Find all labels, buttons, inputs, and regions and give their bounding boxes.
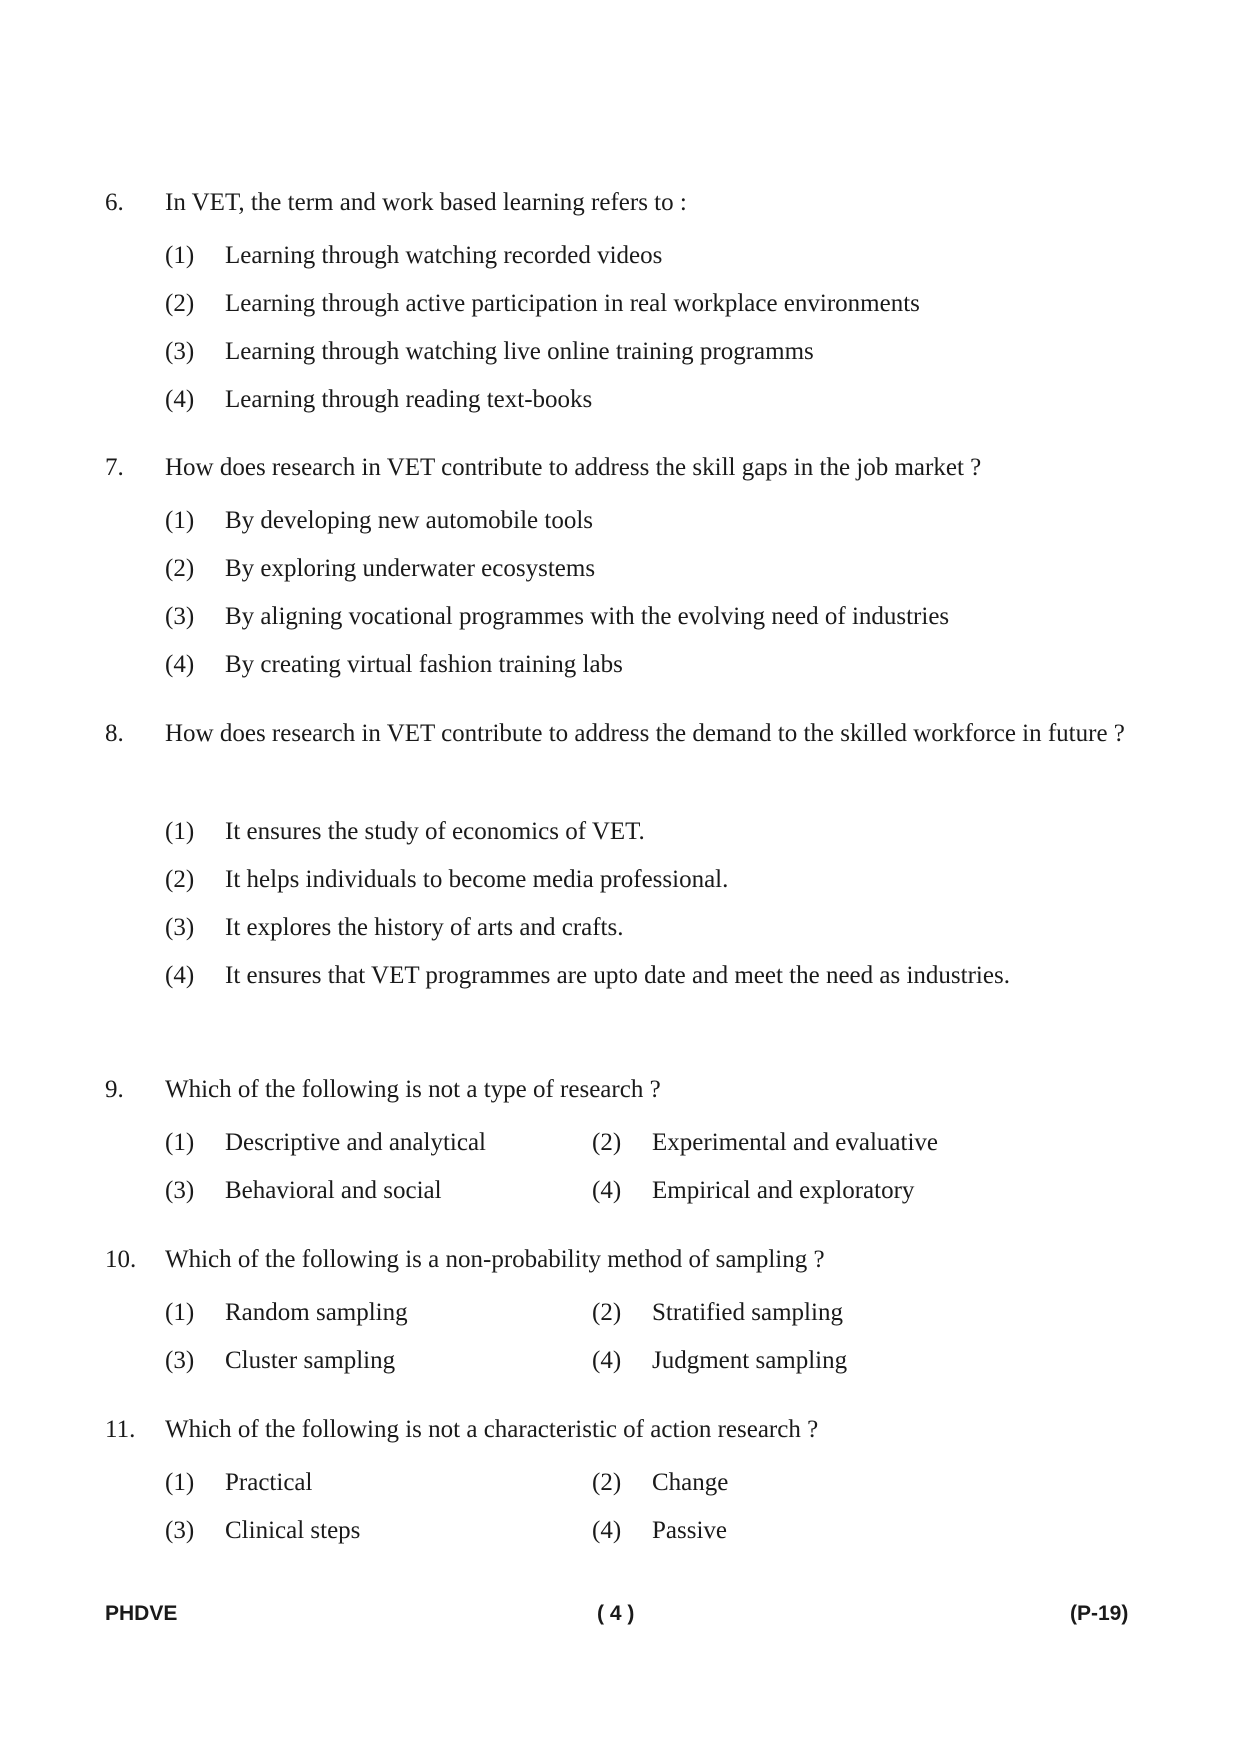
option-number: (2) — [165, 866, 195, 893]
option-number: (3) — [165, 914, 195, 941]
option-text: Learning through active participation in real workplace environments — [225, 290, 920, 317]
question-number: 11. — [105, 1416, 136, 1443]
option-number: (4) — [592, 1347, 622, 1374]
option-text: Learning through reading text-books — [225, 386, 593, 413]
option-text: Experimental and evaluative — [652, 1129, 938, 1156]
option-text: By aligning vocational programmes with the evolving need of industries — [225, 603, 950, 630]
option-text: Random sampling — [225, 1299, 408, 1326]
option-text: Change — [652, 1469, 729, 1496]
footer-page-number: ( 4 ) — [597, 1602, 635, 1625]
option-text: Judgment sampling — [652, 1347, 848, 1374]
option-text: By developing new automobile tools — [225, 507, 594, 534]
option-text: Passive — [652, 1517, 727, 1544]
option-number: (1) — [165, 1129, 195, 1156]
footer-set-code: (P-19) — [1070, 1602, 1129, 1625]
option-number: (4) — [592, 1517, 622, 1544]
question-number: 10. — [105, 1246, 137, 1273]
option-number: (2) — [592, 1469, 622, 1496]
option-number: (2) — [592, 1129, 622, 1156]
option-number: (2) — [165, 290, 195, 317]
question-text: How does research in VET contribute to address the demand to the skilled workforce in future ? — [165, 720, 1125, 747]
option-text: It ensures that VET programmes are upto date and meet the need as industries. — [225, 962, 1010, 989]
option-text: By exploring underwater ecosystems — [225, 555, 596, 582]
option-text: Descriptive and analytical — [225, 1129, 486, 1156]
option-text: Cluster sampling — [225, 1347, 396, 1374]
option-text: Clinical steps — [225, 1517, 361, 1544]
question-text: Which of the following is not a type of research ? — [165, 1076, 661, 1103]
option-text: It explores the history of arts and crafts. — [225, 914, 624, 941]
option-number: (4) — [165, 962, 195, 989]
option-text: Stratified sampling — [652, 1299, 843, 1326]
option-text: Empirical and exploratory — [652, 1177, 915, 1204]
option-number: (2) — [165, 555, 195, 582]
question-number: 8. — [105, 720, 124, 747]
question-number: 6. — [105, 189, 124, 216]
option-text: It helps individuals to become media professional. — [225, 866, 729, 893]
question-number: 9. — [105, 1076, 124, 1103]
question-number: 7. — [105, 454, 124, 481]
option-text: By creating virtual fashion training labs — [225, 651, 623, 678]
question-text: How does research in VET contribute to address the skill gaps in the job market ? — [165, 454, 982, 481]
option-number: (1) — [165, 242, 195, 269]
option-number: (2) — [592, 1299, 622, 1326]
footer-paper-code: PHDVE — [105, 1602, 178, 1625]
option-number: (1) — [165, 818, 195, 845]
option-number: (3) — [165, 603, 195, 630]
option-text: Practical — [225, 1469, 313, 1496]
option-number: (1) — [165, 507, 195, 534]
option-number: (3) — [165, 1347, 195, 1374]
option-number: (3) — [165, 1177, 195, 1204]
option-number: (3) — [165, 338, 195, 365]
question-text: In VET, the term and work based learning refers to : — [165, 189, 687, 216]
option-number: (4) — [165, 386, 195, 413]
option-number: (1) — [165, 1299, 195, 1326]
option-text: Behavioral and social — [225, 1177, 442, 1204]
question-text: Which of the following is a non-probability method of sampling ? — [165, 1246, 825, 1273]
option-text: It ensures the study of economics of VET. — [225, 818, 645, 845]
option-number: (4) — [592, 1177, 622, 1204]
option-number: (4) — [165, 651, 195, 678]
option-number: (3) — [165, 1517, 195, 1544]
option-number: (1) — [165, 1469, 195, 1496]
question-text: Which of the following is not a characteristic of action research ? — [165, 1416, 819, 1443]
option-text: Learning through watching live online training programms — [225, 338, 814, 365]
option-text: Learning through watching recorded videos — [225, 242, 663, 269]
